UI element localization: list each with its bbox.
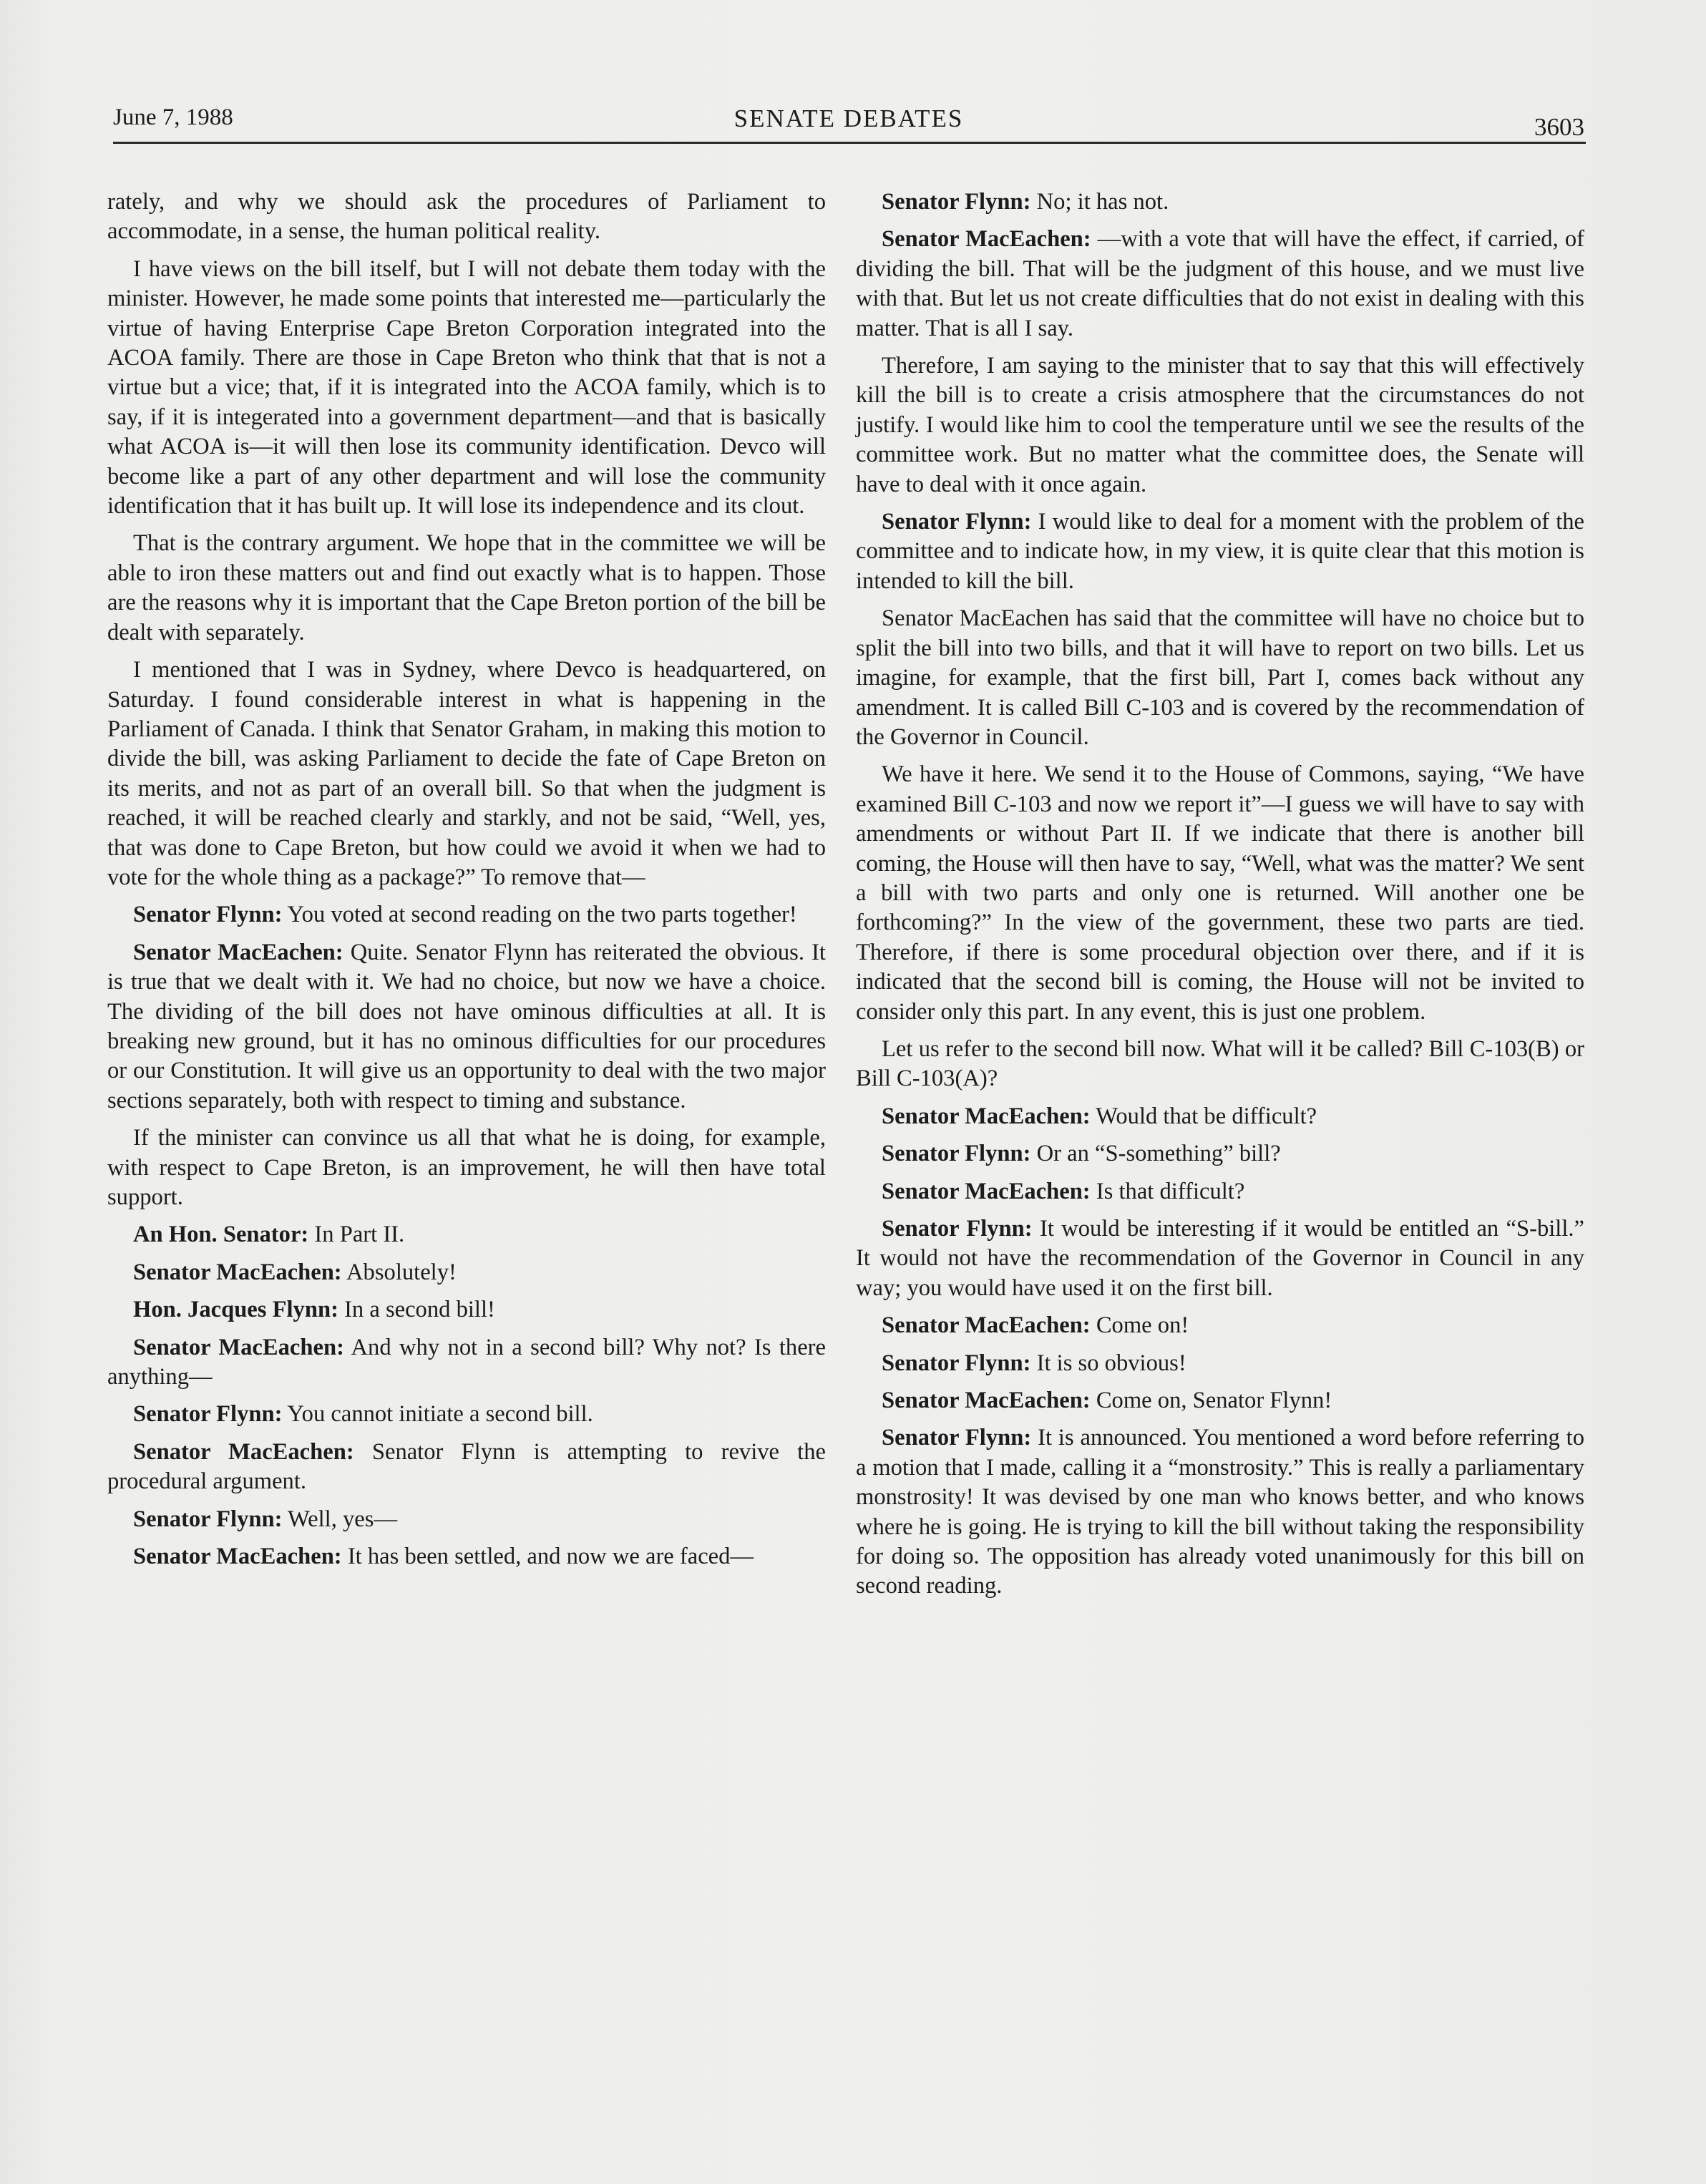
paragraph-text: If the minister can convince us all that what he is doing, for example, with respect to Cape Breton, is an improvement, he will then have total support. bbox=[107, 1125, 826, 1210]
paragraph-text: Is that difficult? bbox=[1096, 1178, 1245, 1204]
paragraph-text: In a second bill! bbox=[344, 1297, 495, 1323]
paragraph bbox=[107, 1542, 826, 1571]
paragraph-text: Quite. Senator Flynn has reiterated the obvious. It is true that we dealt with it. We had no choice, but now we have a choice. The dividing of the bill does not have ominous difficulties at all. It is breaking new ground, but it has no ominous difficulties for our procedures or our Constitution. It will give us an opportunity to deal with the two major sections separately, both with respect to timing and substance. bbox=[107, 939, 826, 1113]
paragraph-text: Would that be difficult? bbox=[1096, 1103, 1317, 1129]
paragraph bbox=[107, 938, 826, 1116]
paragraph bbox=[856, 1139, 1584, 1169]
paragraph bbox=[856, 604, 1584, 752]
paragraph bbox=[856, 1349, 1584, 1378]
speaker-name: Senator MacEachen: bbox=[133, 939, 343, 965]
right-column bbox=[856, 187, 1584, 1609]
paragraph bbox=[107, 1400, 826, 1429]
paragraph-text: Or an “S-something” bill? bbox=[1036, 1141, 1281, 1167]
paragraph-text: —with a vote that will have the effect, if carried, of dividing the bill. That will be the judgment of this house, and we must live with that. But let us not create difficulties that do not exist in dealing with this matter. That is all I say. bbox=[856, 226, 1584, 341]
paragraph bbox=[107, 1333, 826, 1393]
paragraph bbox=[107, 1258, 826, 1287]
paragraph bbox=[856, 1311, 1584, 1340]
speaker-name: Senator MacEachen: bbox=[133, 1544, 342, 1570]
paragraph bbox=[107, 529, 826, 648]
paragraph-text: And why not in a second bill? Why not? Is there anything— bbox=[107, 1334, 826, 1390]
paragraph-text: I would like to deal for a moment with the problem of the committee and to indicate how, in my view, it is quite clear that this motion is intended to kill the bill. bbox=[856, 509, 1584, 594]
paragraph-text: In Part II. bbox=[314, 1222, 405, 1248]
paragraph bbox=[107, 255, 826, 522]
speaker-name: Senator Flynn: bbox=[882, 1216, 1033, 1242]
paragraph-text: That is the contrary argument. We hope that in the committee we will be able to iron these matters out and find out exactly what is to happen. Those are the reasons why it is important that the Cape Breton portion of the bill be dealt with separately. bbox=[107, 530, 826, 645]
speaker-name: Senator MacEachen: bbox=[882, 1312, 1091, 1339]
paragraph-text: It is announced. You mentioned a word before referring to a motion that I made, calling it a “monstrosity.” This is really a parliamentary monstrosity! It was devised by one man who knows better, and who knows where he is going. He is trying to kill the bill without taking the responsibility for doing so. The opposition has already voted unanimously for this bill on second reading. bbox=[856, 1425, 1585, 1599]
paragraph bbox=[856, 1423, 1584, 1601]
paragraph-text: You voted at second reading on the two parts together! bbox=[287, 902, 797, 928]
speaker-name: Senator Flynn: bbox=[133, 1401, 283, 1428]
paragraph bbox=[107, 900, 826, 930]
paragraph-text: It has been settled, and now we are faced— bbox=[347, 1544, 754, 1570]
speaker-name: Senator MacEachen: bbox=[882, 1103, 1091, 1129]
paragraph bbox=[856, 1177, 1584, 1206]
paragraph bbox=[107, 1220, 826, 1249]
paragraph-text: Let us refer to the second bill now. What will it be called? Bill C-103(B) or Bill C-103(A)? bbox=[856, 1035, 1584, 1092]
header-date: June 7, 1988 bbox=[113, 104, 233, 130]
paragraph-text: Come on, Senator Flynn! bbox=[1096, 1388, 1332, 1414]
speaker-name: An Hon. Senator: bbox=[133, 1222, 309, 1248]
paragraph-text: We have it here. We send it to the House of Commons, saying, “We have examined Bill C-103 and now we report it”—I guess we will have to say with amendments or without Part II. If we indicate that there is another bill coming, the House will then have to say, “Well, what was the matter? We sent a bill with two parts and only one is returned. Will another one be forthcoming?” In the view of the government, these two parts are tied. Therefore, if there is some procedural objection over there, and if it is indicated that the second bill is coming, the House will not be invited to consider only this part. In any event, this is just one problem. bbox=[856, 761, 1584, 1025]
paragraph-text: Therefore, I am saying to the minister that to say that this will effectively kill the bill is to create a crisis atmosphere that the circumstances do not justify. I would like him to cool the temperature until we see the results of the committee work. But no matter what the committee does, the Senate will have to deal with it once again. bbox=[856, 353, 1584, 497]
speaker-name: Senator Flynn: bbox=[882, 509, 1032, 535]
paragraph bbox=[107, 655, 826, 892]
paragraph-text: I have views on the bill itself, but I will not debate them today with the minister. However, he made some points that interested me—particularly the virtue of having Enterprise Cape Breton Corporation integrated into the ACOA family. There are those in Cape Breton who think that that is not a virtue but a vice; that, if it is integrated into the ACOA family, which is to say, if it is integerated into a government department—and that is basically what ACOA is—it will then lose its community identification. Devco will become like a part of any other department and will lose the community identification that it has built up. It will lose its independence and its clout. bbox=[107, 255, 826, 520]
speaker-name: Senator Flynn: bbox=[882, 1350, 1031, 1376]
paragraph-text: Senator Flynn is attempting to revive the procedural argument. bbox=[107, 1438, 826, 1495]
paragraph bbox=[107, 187, 826, 247]
speaker-name: Senator MacEachen: bbox=[133, 1334, 344, 1360]
speaker-name: Senator MacEachen: bbox=[882, 226, 1091, 253]
page-number: 3603 bbox=[1534, 113, 1584, 141]
paragraph bbox=[107, 1438, 826, 1497]
speaker-name: Senator Flynn: bbox=[133, 1506, 283, 1532]
speaker-name: Senator Flynn: bbox=[882, 1425, 1032, 1451]
paragraph bbox=[856, 1386, 1584, 1415]
paragraph-text: Absolutely! bbox=[346, 1259, 457, 1285]
paragraph bbox=[856, 507, 1584, 596]
paragraph bbox=[107, 1123, 826, 1212]
paragraph-text: No; it has not. bbox=[1036, 189, 1169, 215]
page-header bbox=[113, 100, 1584, 146]
speaker-name: Senator MacEachen: bbox=[882, 1178, 1091, 1204]
paragraph bbox=[856, 351, 1584, 499]
paragraph bbox=[856, 760, 1584, 1027]
header-rule bbox=[113, 142, 1586, 144]
paragraph-text: I mentioned that I was in Sydney, where Devco is headquartered, on Saturday. I found considerable interest in what is happening in the Parliament of Canada. I think that Senator Graham, in making this motion to divide the bill, was asking Parliament to decide the fate of Cape Breton on its merits, and not as part of an overall bill. So that when the judgment is reached, it will be reached clearly and starkly, and not be said, “Well, yes, that was done to Cape Breton, but how could we avoid it when we had to vote for the whole thing as a package?” To remove that— bbox=[107, 657, 826, 890]
paragraph-text: It is so obvious! bbox=[1036, 1350, 1186, 1376]
speaker-name: Senator MacEachen: bbox=[133, 1438, 354, 1465]
speaker-name: Senator Flynn: bbox=[882, 189, 1031, 215]
paragraph-text: It would be interesting if it would be entitled an “S-bill.” It would not have the recommendation of the Governor in Council in any way; you would have used it on the first bill. bbox=[856, 1216, 1584, 1301]
paragraph bbox=[856, 1035, 1584, 1094]
speaker-name: Senator Flynn: bbox=[882, 1141, 1031, 1167]
paragraph bbox=[856, 1102, 1584, 1131]
paragraph-text: rately, and why we should ask the procedures of Parliament to accommodate, in a sense, the human political reality. bbox=[107, 189, 826, 245]
speaker-name: Senator MacEachen: bbox=[882, 1388, 1091, 1414]
speaker-name: Senator MacEachen: bbox=[133, 1259, 342, 1285]
paragraph-text: Well, yes— bbox=[288, 1506, 398, 1532]
speaker-name: Hon. Jacques Flynn: bbox=[133, 1297, 338, 1323]
header-title: SENATE DEBATES bbox=[733, 104, 964, 132]
paragraph-text: Senator MacEachen has said that the committee will have no choice but to split the bill into two bills, and that it will have to report on two bills. Let us imagine, for example, that the first bill, Part I, comes back without any amendment. It is called Bill C-103 and is covered by the recommendation of the Governor in Council. bbox=[856, 605, 1584, 750]
paragraph bbox=[107, 1505, 826, 1534]
paragraph bbox=[107, 1295, 826, 1325]
paragraph bbox=[856, 187, 1584, 217]
paragraph bbox=[856, 1214, 1584, 1303]
left-column bbox=[107, 187, 826, 1579]
paragraph bbox=[856, 225, 1584, 343]
paragraph-text: You cannot initiate a second bill. bbox=[287, 1401, 593, 1428]
speaker-name: Senator Flynn: bbox=[133, 902, 283, 928]
paragraph-text: Come on! bbox=[1096, 1312, 1189, 1339]
